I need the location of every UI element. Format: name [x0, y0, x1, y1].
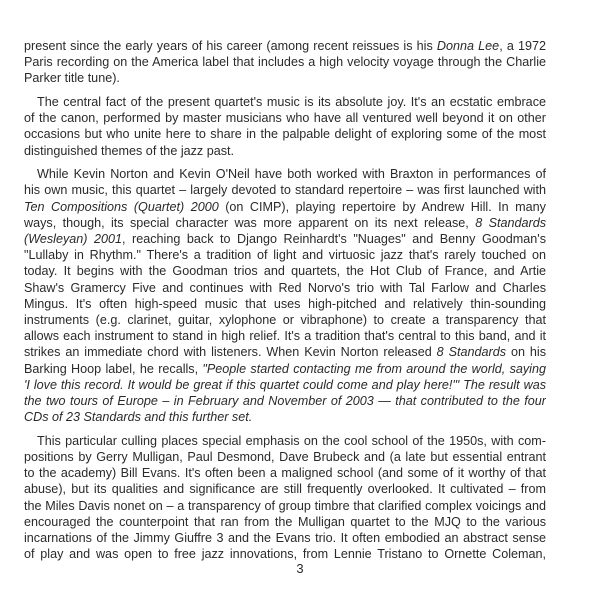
text-line	[24, 143, 546, 159]
italic-text: "People started contacting me from around the world, saying	[202, 361, 546, 376]
italic-text: (Wesleyan) 2001	[24, 232, 123, 246]
text-line	[24, 54, 546, 70]
text-segment: of the canon, performed by master musicians who have all ventured well beyond it on other	[24, 111, 546, 126]
text-segment: , reaching back to Django Reinhardt's "Nuages" and Benny Goodman's	[122, 232, 546, 246]
text-line	[24, 231, 546, 247]
text-segment: Paris recording on the America label that includes a high velocity voyage through the Charlie	[24, 55, 546, 70]
text-line	[24, 215, 546, 231]
text-line	[24, 199, 546, 215]
text-line	[24, 377, 546, 393]
text-segment: distinguished themes of the jazz past.	[24, 143, 235, 158]
text-segment: While Kevin Norton and Kevin O'Neil have both worked with Braxton in performances of	[37, 167, 546, 182]
italic-text: 'I love this record. It would be great if this quartet could come and play here!'" The result was	[24, 377, 546, 392]
text-segment: allows each instrument to stand in high relief. It's a tradition that's central to this band, and it	[24, 329, 546, 344]
text-segment: Mingus. It's often high-speed music that uses high-pitched and relatively thin-sounding	[24, 296, 546, 311]
text-segment: to the academy) Bill Evans. It's often been a maligned school (and some of it worthy of that	[24, 466, 546, 481]
text-line	[24, 546, 546, 562]
text-line	[24, 514, 546, 530]
text-line	[24, 465, 546, 481]
text-line	[24, 361, 546, 377]
text-segment: his own music, this quartet – largely devoted to standard repertoire – was first launched with	[24, 183, 546, 198]
text-segment: "Lullaby in Rhythm." There's a tradition of light and virtuosic jazz that's rarely touched on	[24, 248, 546, 263]
text-segment: positions by Gerry Mulligan, Paul Desmond, Dave Brubeck and (a late but essential entrant	[24, 450, 546, 464]
text-line	[24, 481, 546, 497]
text-segment: abuse), but its qualities and significance are still frequently overlooked. It cultivated – from	[24, 482, 546, 497]
text-segment: Shaw's Gramercy Five and continues with Red Norvo's trio with Tal Farlow and Charles	[24, 280, 546, 295]
text-line	[24, 393, 546, 409]
text-segment: strikes an immediate chord with listeners. When Kevin Norton released	[24, 345, 437, 360]
italic-text: the two tours of Europe – in February and November of 2003 — that contributed to the four	[24, 394, 546, 408]
text-segment: present since the early years of his career (among recent reissues is his	[24, 39, 437, 53]
text-segment: on his	[506, 345, 546, 360]
text-segment: the Miles Davis nonet on – a transparency of group timbre that clarified complex voicings and	[24, 498, 546, 513]
italic-text: CDs of 23 Standards and this further set.	[24, 410, 253, 425]
text-line	[24, 247, 546, 263]
text-segment: (on CIMP), playing repertoire by Andrew Hill. In many	[218, 199, 546, 214]
text-segment: incarnations of the Jimmy Giuffre 3 and the Evans trio. It often embodied an abstract sense	[24, 531, 546, 545]
text-segment: instruments (e.g. clarinet, guitar, xylophone or vibraphone) to create a transparency that	[24, 313, 546, 327]
text-line	[24, 110, 546, 126]
text-line	[24, 449, 546, 465]
text-line	[24, 280, 546, 296]
text-line	[24, 498, 546, 514]
text-segment: , a 1972	[499, 39, 546, 53]
document-page	[24, 0, 546, 600]
text-segment: of play and was open to free jazz innovations, from Lennie Tristano to Ornette Coleman,	[24, 547, 546, 562]
text-line	[24, 344, 546, 360]
text-line	[24, 263, 546, 279]
text-line	[24, 530, 546, 546]
text-segment: The central fact of the present quartet's music is its absolute joy. It's an ecstatic embrace	[37, 95, 546, 109]
text-line	[24, 182, 546, 198]
italic-text: Ten Compositions (Quartet) 2000	[24, 199, 219, 214]
text-line	[24, 70, 546, 86]
text-segment: ways, though, its special character was more apparent on its next release,	[24, 215, 476, 230]
italic-text: Donna Lee	[436, 39, 500, 53]
text-line	[24, 38, 546, 54]
text-line	[37, 94, 546, 110]
text-line	[24, 409, 546, 425]
text-segment: encouraged the counterpoint that ran from the Mulligan quartet to the MJQ to the various	[24, 514, 546, 529]
page-number: 3	[296, 561, 304, 576]
text-line	[37, 166, 546, 182]
text-line	[24, 328, 546, 344]
italic-text: 8 Standards	[436, 345, 507, 360]
text-line	[24, 126, 546, 142]
text-segment: Barking Hoop label, he recalls,	[24, 361, 203, 376]
text-segment: Parker title tune).	[24, 71, 120, 86]
text-line	[24, 312, 546, 328]
text-segment: This particular culling places special emphasis on the cool school of the 1950s, with com-	[37, 433, 546, 448]
italic-text: 8 Standards	[475, 215, 546, 230]
text-segment: today. It begins with the Goodman trios and quartets, the Hot Club of France, and Artie	[24, 264, 546, 279]
text-segment: occasions but who unite here to share in the palpable delight of exploring some of the most	[24, 127, 546, 142]
text-line	[24, 296, 546, 312]
text-line	[37, 433, 546, 449]
